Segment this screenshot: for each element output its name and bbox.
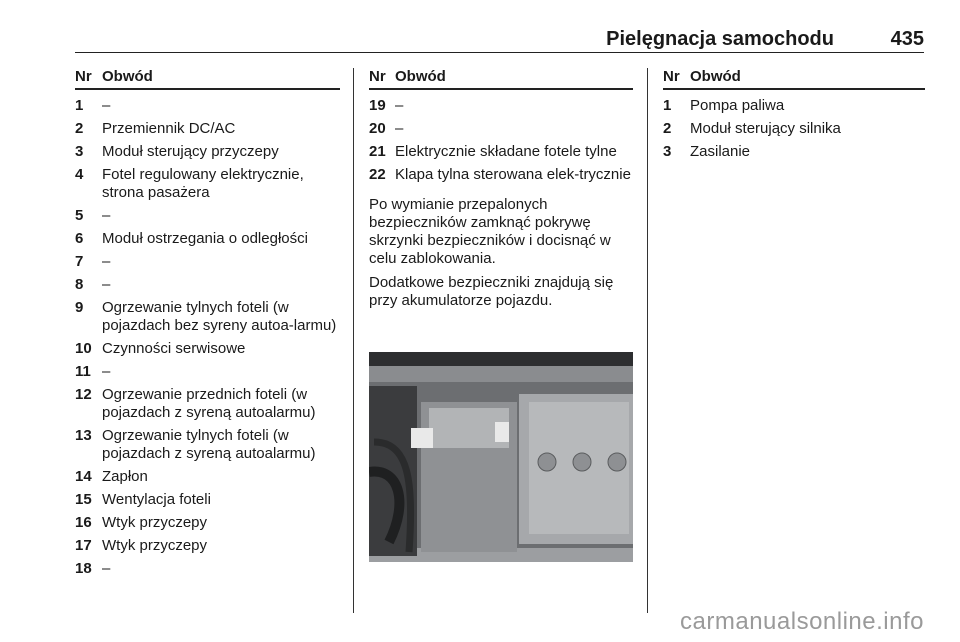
circuit-description: Przemiennik DC/AC [102, 120, 236, 137]
fuse-number: 19 [369, 97, 386, 114]
circuit-description: Klapa tylna sterowana elek-trycznie [395, 166, 631, 183]
watermark: carmanualsonline.info [680, 608, 924, 635]
circuit-description: Moduł sterujący przyczepy [102, 143, 279, 160]
table-row [369, 97, 633, 115]
circuit-description: Zasilanie [690, 143, 751, 160]
table-row [75, 299, 340, 335]
header-nr: Nr [369, 68, 386, 85]
fuse-number: 4 [75, 166, 84, 183]
circuit-description: Elektrycznie składane fotele tylne [395, 143, 617, 160]
circuit-description: Fotel regulowany elektrycznie, strona pasażera [102, 166, 304, 201]
circuit-description: Zapłon [102, 468, 148, 485]
circuit-description: – [102, 97, 111, 114]
circuit-description: Wtyk przyczepy [102, 514, 208, 531]
instruction-paragraph: Dodatkowe bezpieczniki znajdują się przy akumulatorze pojazdu. [369, 274, 614, 309]
header-circuit: Obwód [690, 68, 741, 85]
table-header [663, 68, 925, 90]
fuse-number: 11 [75, 363, 91, 380]
table-row [75, 514, 340, 532]
fuse-number: 3 [75, 143, 84, 160]
table-row [369, 120, 633, 138]
table-row [75, 537, 340, 555]
fuse-number: 22 [369, 166, 386, 183]
column-divider [353, 68, 354, 613]
circuit-description: Wentylacja foteli [102, 491, 211, 508]
fuse-number: 12 [75, 386, 92, 403]
table-row [75, 143, 340, 161]
circuit-description: Pompa paliwa [690, 97, 785, 114]
fuse-number: 5 [75, 207, 84, 224]
fuse-number: 14 [75, 468, 92, 485]
table-row [75, 166, 340, 202]
column-divider [647, 68, 648, 613]
circuit-description: – [102, 253, 111, 270]
fuse-number: 10 [75, 340, 92, 357]
table-row [75, 363, 340, 381]
table-row [75, 427, 340, 463]
table-row [369, 143, 633, 161]
battery-fuse-photo [369, 352, 633, 562]
page-title: Pielęgnacja samochodu [606, 28, 834, 50]
table-row [75, 560, 340, 578]
instruction-paragraph: Po wymianie przepalonych bezpieczników zamknąć pokrywę skrzynki bezpieczników i docisnąć w celu zablokowania. [369, 196, 611, 267]
circuit-description: Wtyk przyczepy [102, 537, 208, 554]
table-row [663, 120, 925, 138]
table-row [75, 97, 340, 115]
fuse-number: 3 [663, 143, 672, 160]
table-row [75, 253, 340, 271]
table-row [75, 230, 340, 248]
table-row [663, 143, 925, 161]
fuse-number: 17 [75, 537, 92, 554]
table-row [75, 276, 340, 294]
circuit-description: Moduł ostrzegania o odległości [102, 230, 308, 247]
table-row [75, 491, 340, 509]
table-header [75, 68, 340, 90]
circuit-description: – [102, 560, 111, 577]
fuse-number: 6 [75, 230, 84, 247]
header-nr: Nr [663, 68, 680, 85]
circuit-description: Ogrzewanie tylnych foteli (w pojazdach bez syreny autoa-larmu) [102, 299, 337, 334]
fuse-table-right [663, 68, 925, 166]
circuit-description: – [395, 120, 404, 137]
fuse-table-left [75, 68, 340, 583]
fuse-number: 21 [369, 143, 386, 160]
circuit-description: – [102, 207, 111, 224]
fuse-number: 15 [75, 491, 92, 508]
fuse-number: 9 [75, 299, 84, 316]
table-row [663, 97, 925, 115]
fuse-number: 1 [663, 97, 672, 114]
fuse-number: 13 [75, 427, 92, 444]
fuse-number: 2 [663, 120, 672, 137]
table-header [369, 68, 633, 90]
header-nr: Nr [75, 68, 92, 85]
circuit-description: Ogrzewanie przednich foteli (w pojazdach z syreną autoalarmu) [102, 386, 316, 421]
circuit-description: Moduł sterujący silnika [690, 120, 841, 137]
fuse-number: 18 [75, 560, 92, 577]
page-number: 435 [890, 28, 924, 50]
fuse-number: 7 [75, 253, 84, 270]
circuit-description: Czynności serwisowe [102, 340, 246, 357]
circuit-description: – [395, 97, 404, 114]
circuit-description: Ogrzewanie tylnych foteli (w pojazdach z syreną autoalarmu) [102, 427, 316, 462]
fuse-table-middle [369, 68, 633, 310]
fuse-number: 8 [75, 276, 84, 293]
table-row [75, 120, 340, 138]
circuit-description: – [102, 363, 111, 380]
table-row [369, 166, 633, 184]
header-circuit: Obwód [395, 68, 446, 85]
table-row [75, 386, 340, 422]
page-header [75, 22, 924, 53]
table-row [75, 207, 340, 225]
table-row [75, 468, 340, 486]
circuit-description: – [102, 276, 111, 293]
header-circuit: Obwód [102, 68, 153, 85]
fuse-number: 2 [75, 120, 84, 137]
table-row [75, 340, 340, 358]
fuse-number: 16 [75, 514, 92, 531]
fuse-number: 20 [369, 120, 386, 137]
fuse-number: 1 [75, 97, 84, 114]
